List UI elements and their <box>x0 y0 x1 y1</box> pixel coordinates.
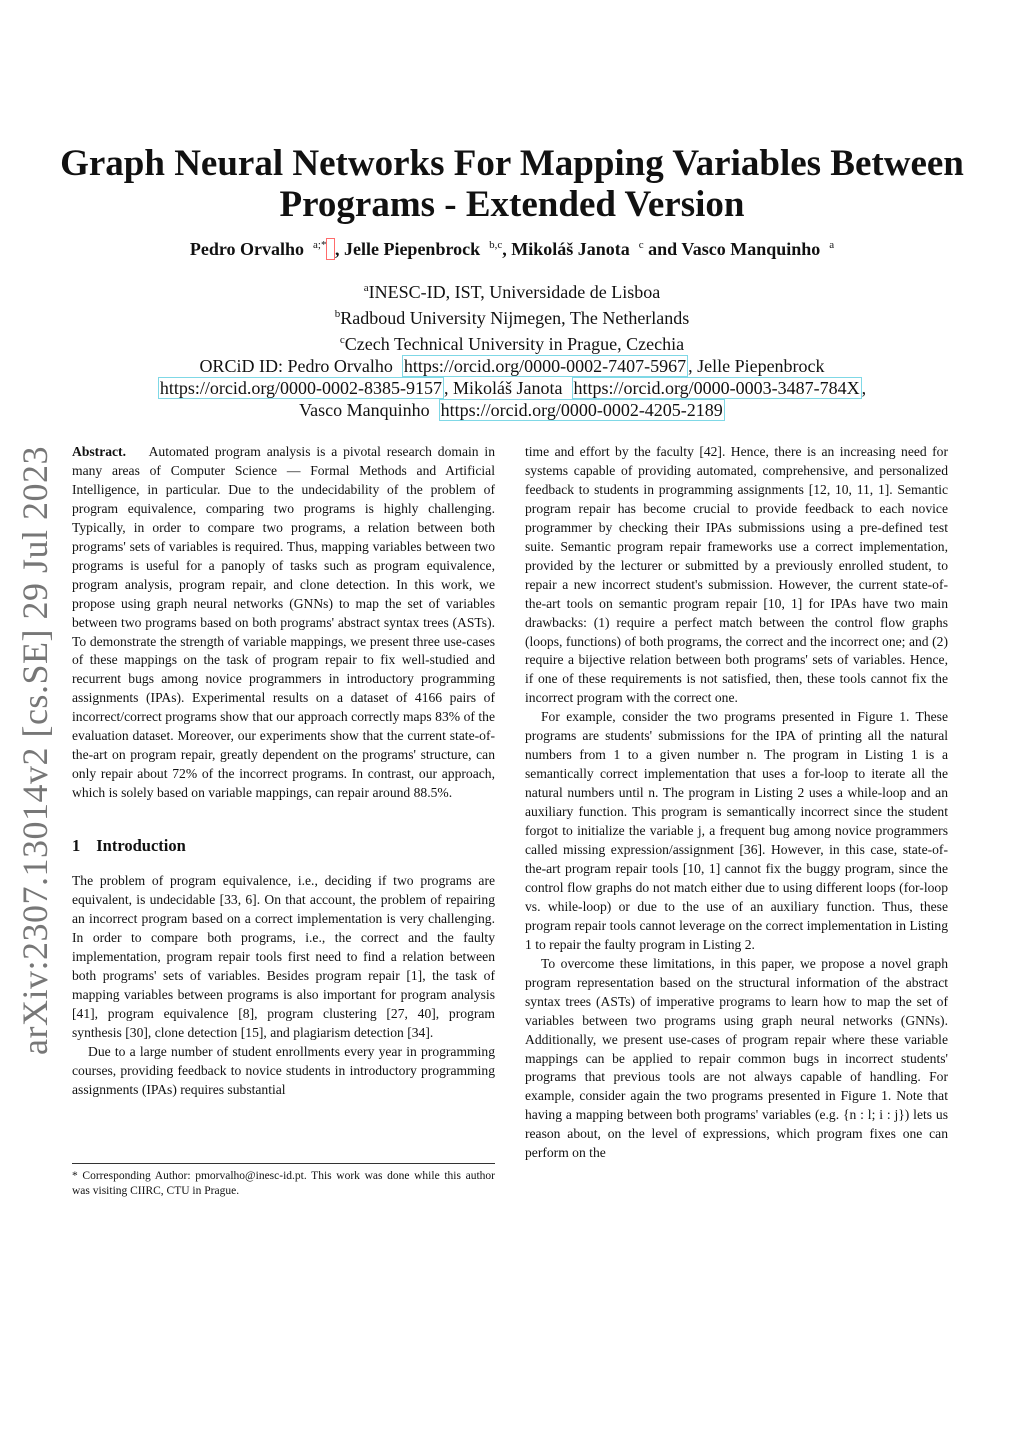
author-name: Mikoláš Janota <box>511 239 630 259</box>
author-name: Vasco Manquinho <box>681 239 821 259</box>
author-affiliation-mark: b,c <box>489 239 503 251</box>
footnote-divider <box>72 1163 495 1164</box>
intro-paragraph: time and effort by the faculty [42]. Hence, there is an increasing need for systems capable of providing automated, comprehensive, and personalized feedback to students in programming assignments [12, 10, 11, 1]. Semantic program repair has become crucial to provide feedback to each novice programmer by checking their IPAs submissions using a pre-defined test suite. Semantic program repair frameworks use a correct implementation, provided by the lecturer or submitted by a previously enrolled student, to repair a new incorrect student's submission. However, the current state-of-the-art tools on semantic program repair [10, 1] for IPAs have two main drawbacks: (1) require a perfect match between the control flow graphs (loops, functions) of both programs, the correct and the incorrect one; and (2) require a bijective relation between both programs' sets of variables. Hence, if one of these requirements is not satisfied, then, these tools cannot fix the incorrect program with the correct one. <box>525 444 948 706</box>
orcid-line: https://orcid.org/0000-0002-8385-9157 , Mikoláš Janota https://orcid.org/0000-0003-3487-784X , <box>159 378 867 398</box>
abstract <box>72 443 495 803</box>
abstract-text: Automated program analysis is a pivotal research domain in many areas of Computer Science — Formal Methods and Artificial Intelligence, in particular. Due to the undecidability of the problem of program equivalence, comparing two programs is highly challenging. Typically, in order to compare two programs, a relation between both programs' sets of variables is required. Thus, mapping variables between two programs is useful for a panoply of tasks such as program equivalence, program analysis, program repair, and clone detection. In this work, we propose using graph neural networks (GNNs) to map the set of variables between two programs based on both programs' abstract syntax trees (ASTs). To demonstrate the strength of variable mappings, we present three use-cases of these mappings on the task of program repair to fix well-studied and recurrent bugs among novice programmers in introductory programming assignments (IPAs). Experimental results on a dataset of 4166 pairs of incorrect/correct programs show that our approach correctly maps 83% of the evaluation dataset. Moreover, our experiments show that the current state-of-the-art on program repair, greatly dependent on the programs' structure, can only repair about 72% of the incorrect programs. In contrast, our approach, which is solely based on variable mappings, can repair around 88.5%. <box>72 444 495 801</box>
orcid-link[interactable]: https://orcid.org/0000-0003-3487-784X <box>573 378 860 398</box>
author-list: Pedro Orvalho $^{a;*}$ , Jelle Piepenbrock $^{b,c}$, Mikoláš Janota $^c$ and Vasco Manquinho $^a$ <box>189 239 835 259</box>
intro-paragraph: To overcome these limitations, in this paper, we propose a novel graph program representation based on the structural information of the abstract syntax trees (ASTs) of imperative programs to learn how to map the set of variables between two programs using graph neural networks (GNNs). Additionally, we present use-cases of program repair where these variable mappings can be applied to repair common bugs in incorrect students' programs that previous tools are not always capable of handling. For example, consider again the two programs presented in Figure 1. Note that having a mapping between both programs' variables (e.g. {n : l; i : j}) lets us reason about, on the level of expressions, which program fixes one can perform on the <box>525 955 948 1161</box>
arxiv-sidebar-stamp: arXiv:2307.13014v2 [cs.SE] 29 Jul 2023 <box>15 446 55 1055</box>
footnote: * Corresponding Author: pmorvalho@inesc-id.pt. This work was done while this author was visiting CIIRC, CTU in Prague. <box>72 1170 495 1197</box>
left-column <box>72 443 495 1100</box>
author-affiliation-mark: c <box>638 239 644 251</box>
affiliation-line: $^b$Radboud University Nijmegen, The Netherlands <box>334 308 690 328</box>
abstract-label: Abstract. <box>72 444 126 459</box>
author-name: Pedro Orvalho <box>189 239 305 259</box>
orcid-link[interactable]: https://orcid.org/0000-0002-7407-5967 <box>403 356 687 376</box>
orcid-line: ORCiD ID: Pedro Orvalho https://orcid.org/0000-0002-7407-5967 , Jelle Piepenbrock <box>199 356 825 376</box>
intro-paragraph: Due to a large number of student enrollments every year in programming courses, providing feedback to novice students in introductory programming assignments (IPAs) requires substantial <box>72 1043 495 1097</box>
orcid-link[interactable]: https://orcid.org/0000-0002-4205-2189 <box>440 400 723 420</box>
paper-title: Graph Neural Networks For Mapping Variables Between Programs - Extended Version <box>60 143 964 225</box>
section-heading: 1 Introduction <box>72 836 186 856</box>
right-column <box>525 443 948 1163</box>
affiliation-line: $^a$INESC-ID, IST, Universidade de Lisboa <box>363 282 661 302</box>
author-affiliation-mark: a;* <box>313 239 327 251</box>
affiliation-line: $^c$Czech Technical University in Prague, Czechia <box>339 334 685 354</box>
orcid-link[interactable]: https://orcid.org/0000-0002-8385-9157 <box>159 378 442 398</box>
author-affiliation-mark: a <box>829 239 835 251</box>
orcid-line: Vasco Manquinho https://orcid.org/0000-0002-4205-2189 <box>299 400 723 420</box>
intro-paragraph: For example, consider the two programs presented in Figure 1. These programs are students' submissions for the IPA of printing all the natural numbers from 1 to a given number n. The program in Listing 1 is a semantically correct implementation that uses a for-loop to iterate all the natural numbers until n. The program in Listing 2 uses a while-loop and an auxiliary function. This program is semantically incorrect since the student forgot to initialize the variable j, a frequent bug among novice programmers called missing expression/assignment [36]. However, in this case, state-of-the-art program repair tools [10, 1] cannot fix the buggy program, since the control flow graphs do not match either due to using different loops (for-loop vs. while-loop) or due to the use of an auxiliary function. Thus, these program repair tools cannot leverage on the correct implementation in Listing 1 to repair the faulty program in Listing 2. <box>525 709 948 952</box>
author-name: Jelle Piepenbrock <box>343 239 481 259</box>
intro-paragraph: The problem of program equivalence, i.e., deciding if two programs are equivalent, is undecidable [33, 6]. On that account, the problem of repairing an incorrect program based on a correct implementation is very challenging. In order to compare both programs, i.e., the correct and the faulty implementation, program repair tools first need to find a relation between both programs' sets of variables. Besides program repair [1], the task of mapping variables between programs is also important for program analysis [41], program equivalence [8], program clustering [27, 40], program synthesis [30], clone detection [15], and plagiarism detection [34]. <box>72 873 495 1040</box>
affiliations-block <box>40 277 984 421</box>
footnote-ref-link[interactable] <box>326 238 335 260</box>
